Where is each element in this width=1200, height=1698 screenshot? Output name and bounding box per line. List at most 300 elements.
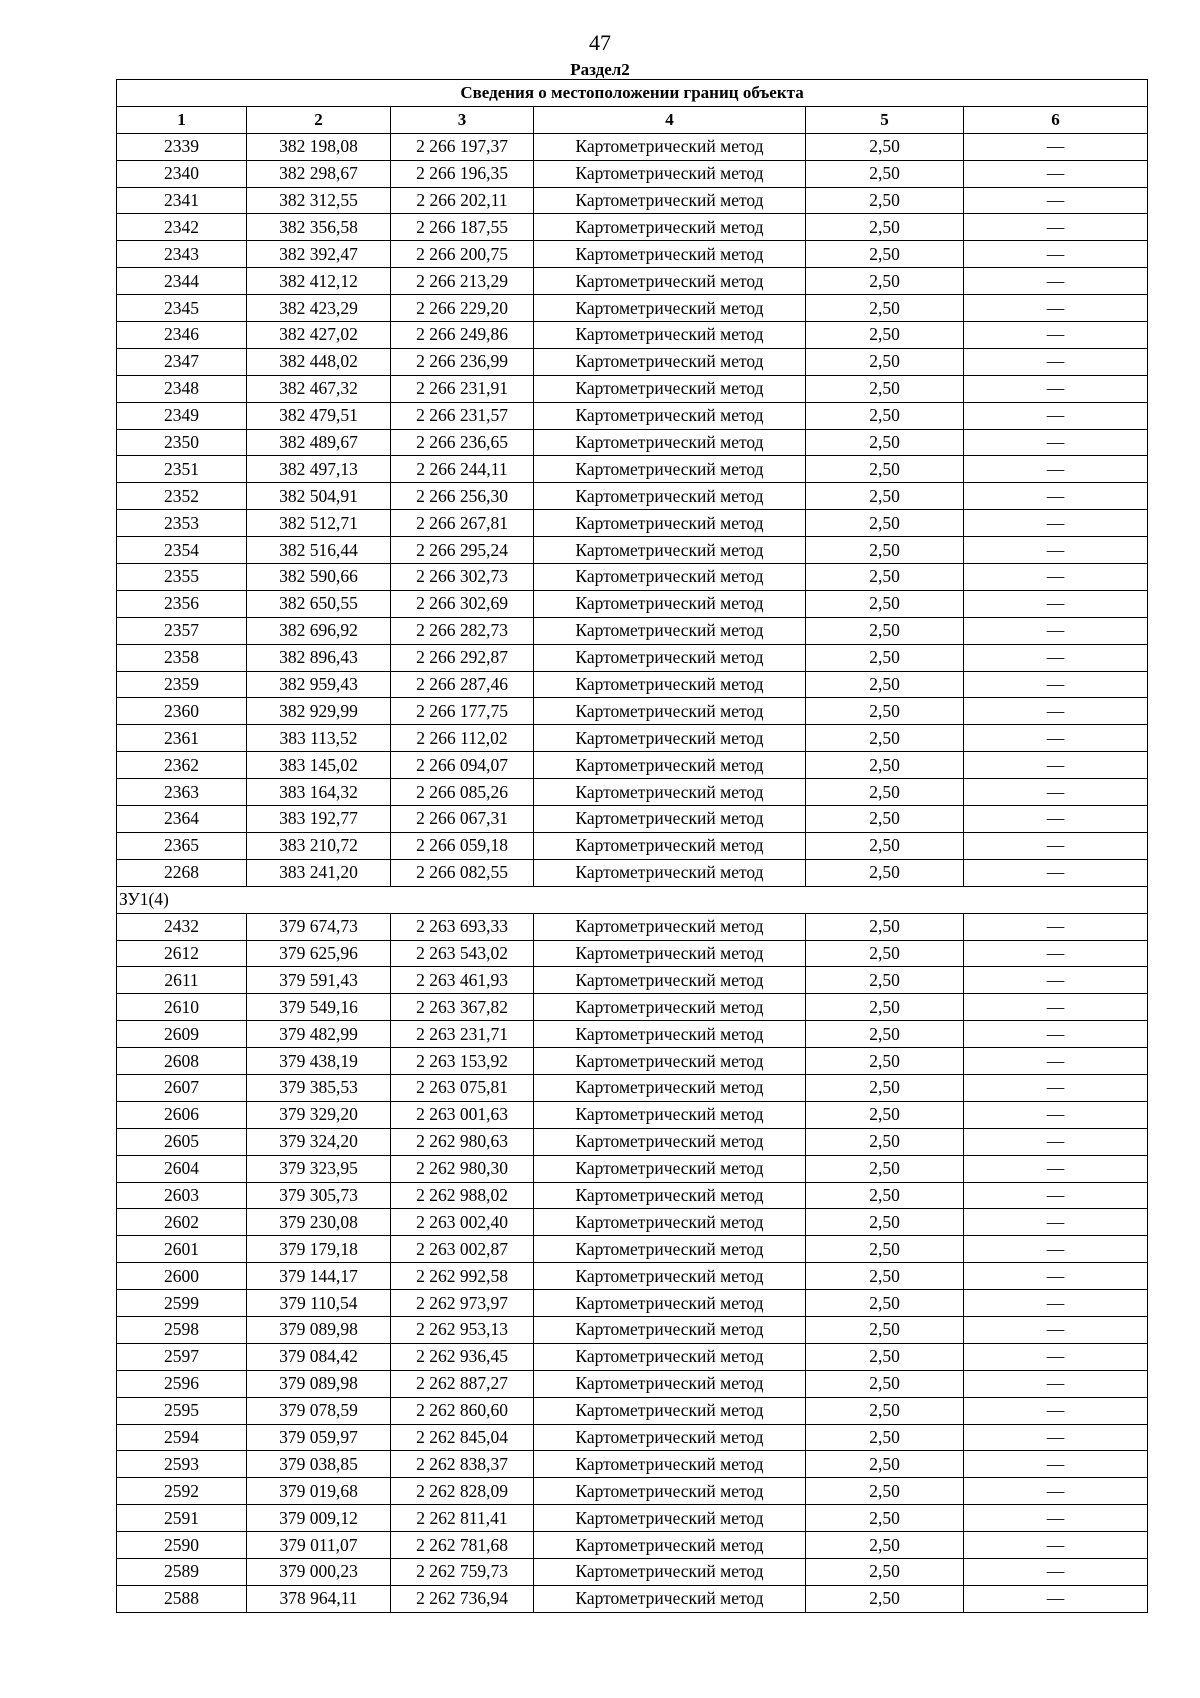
method-cell: Картометрический метод [534, 859, 806, 886]
point-number-cell: 2354 [117, 537, 247, 564]
y-coordinate-cell: 2 266 200,75 [391, 241, 534, 268]
description-cell: — [964, 1128, 1148, 1155]
accuracy-cell: 2,50 [806, 375, 964, 402]
y-coordinate-cell: 2 266 292,87 [391, 644, 534, 671]
method-cell: Картометрический метод [534, 1478, 806, 1505]
point-number-cell: 2592 [117, 1478, 247, 1505]
accuracy-cell: 2,50 [806, 725, 964, 752]
table-row [117, 564, 1148, 591]
column-header: 2 [247, 106, 391, 133]
y-coordinate-cell: 2 266 267,81 [391, 510, 534, 537]
method-cell: Картометрический метод [534, 1397, 806, 1424]
point-number-cell: 2345 [117, 295, 247, 322]
x-coordinate-cell: 379 324,20 [247, 1128, 391, 1155]
x-coordinate-cell: 379 011,07 [247, 1532, 391, 1559]
table-row [117, 1048, 1148, 1075]
accuracy-cell: 2,50 [806, 537, 964, 564]
point-number-cell: 2602 [117, 1209, 247, 1236]
accuracy-cell: 2,50 [806, 1397, 964, 1424]
x-coordinate-cell: 379 482,99 [247, 1021, 391, 1048]
method-cell: Картометрический метод [534, 1532, 806, 1559]
accuracy-cell: 2,50 [806, 779, 964, 806]
x-coordinate-cell: 382 696,92 [247, 617, 391, 644]
point-number-cell: 2611 [117, 967, 247, 994]
point-number-cell: 2610 [117, 994, 247, 1021]
method-cell: Картометрический метод [534, 295, 806, 322]
table-row [117, 241, 1148, 268]
point-number-cell: 2357 [117, 617, 247, 644]
x-coordinate-cell: 383 241,20 [247, 859, 391, 886]
point-number-cell: 2595 [117, 1397, 247, 1424]
x-coordinate-cell: 379 089,98 [247, 1370, 391, 1397]
x-coordinate-cell: 379 009,12 [247, 1505, 391, 1532]
point-number-cell: 2593 [117, 1451, 247, 1478]
description-cell: — [964, 1505, 1148, 1532]
accuracy-cell: 2,50 [806, 617, 964, 644]
method-cell: Картометрический метод [534, 940, 806, 967]
table-row [117, 187, 1148, 214]
table-row [117, 133, 1148, 160]
x-coordinate-cell: 379 625,96 [247, 940, 391, 967]
column-header: 3 [391, 106, 534, 133]
x-coordinate-cell: 382 504,91 [247, 483, 391, 510]
point-number-cell: 2362 [117, 752, 247, 779]
description-cell: — [964, 375, 1148, 402]
method-cell: Картометрический метод [534, 510, 806, 537]
point-number-cell: 2342 [117, 214, 247, 241]
section-title: Раздел2 [570, 60, 630, 79]
point-number-cell: 2365 [117, 832, 247, 859]
y-coordinate-cell: 2 266 282,73 [391, 617, 534, 644]
description-cell: — [964, 160, 1148, 187]
description-cell: — [964, 1263, 1148, 1290]
table-row [117, 590, 1148, 617]
table-row [117, 1209, 1148, 1236]
accuracy-cell: 2,50 [806, 564, 964, 591]
x-coordinate-cell: 382 423,29 [247, 295, 391, 322]
y-coordinate-cell: 2 262 759,73 [391, 1558, 534, 1585]
y-coordinate-cell: 2 266 059,18 [391, 832, 534, 859]
description-cell: — [964, 1397, 1148, 1424]
description-cell: — [964, 1182, 1148, 1209]
method-cell: Картометрический метод [534, 241, 806, 268]
y-coordinate-cell: 2 266 244,11 [391, 456, 534, 483]
method-cell: Картометрический метод [534, 1316, 806, 1343]
table-body [117, 133, 1148, 1612]
table-row [117, 1182, 1148, 1209]
description-cell: — [964, 644, 1148, 671]
method-cell: Картометрический метод [534, 725, 806, 752]
accuracy-cell: 2,50 [806, 1451, 964, 1478]
x-coordinate-cell: 383 145,02 [247, 752, 391, 779]
description-cell: — [964, 214, 1148, 241]
description-cell: — [964, 725, 1148, 752]
table-row [117, 537, 1148, 564]
y-coordinate-cell: 2 263 001,63 [391, 1101, 534, 1128]
table-row [117, 1316, 1148, 1343]
method-cell: Картометрический метод [534, 967, 806, 994]
accuracy-cell: 2,50 [806, 859, 964, 886]
x-coordinate-cell: 382 516,44 [247, 537, 391, 564]
method-cell: Картометрический метод [534, 617, 806, 644]
point-number-cell: 2355 [117, 564, 247, 591]
y-coordinate-cell: 2 262 953,13 [391, 1316, 534, 1343]
y-coordinate-cell: 2 263 543,02 [391, 940, 534, 967]
method-cell: Картометрический метод [534, 1182, 806, 1209]
accuracy-cell: 2,50 [806, 1316, 964, 1343]
method-cell: Картометрический метод [534, 1263, 806, 1290]
y-coordinate-cell: 2 262 980,30 [391, 1155, 534, 1182]
point-number-cell: 2361 [117, 725, 247, 752]
description-cell: — [964, 617, 1148, 644]
method-cell: Картометрический метод [534, 1074, 806, 1101]
method-cell: Картометрический метод [534, 160, 806, 187]
y-coordinate-cell: 2 266 094,07 [391, 752, 534, 779]
y-coordinate-cell: 2 263 231,71 [391, 1021, 534, 1048]
x-coordinate-cell: 379 591,43 [247, 967, 391, 994]
method-cell: Картометрический метод [534, 806, 806, 833]
method-cell: Картометрический метод [534, 1155, 806, 1182]
method-cell: Картометрический метод [534, 913, 806, 940]
accuracy-cell: 2,50 [806, 214, 964, 241]
point-number-cell: 2597 [117, 1343, 247, 1370]
y-coordinate-cell: 2 266 177,75 [391, 698, 534, 725]
table-row [117, 779, 1148, 806]
method-cell: Картометрический метод [534, 1424, 806, 1451]
y-coordinate-cell: 2 262 845,04 [391, 1424, 534, 1451]
description-cell: — [964, 187, 1148, 214]
description-cell: — [964, 1290, 1148, 1317]
table-row [117, 483, 1148, 510]
description-cell: — [964, 295, 1148, 322]
table-row [117, 967, 1148, 994]
x-coordinate-cell: 379 323,95 [247, 1155, 391, 1182]
description-cell: — [964, 456, 1148, 483]
method-cell: Картометрический метод [534, 779, 806, 806]
point-number-cell: 2348 [117, 375, 247, 402]
accuracy-cell: 2,50 [806, 1236, 964, 1263]
method-cell: Картометрический метод [534, 1370, 806, 1397]
method-cell: Картометрический метод [534, 1209, 806, 1236]
x-coordinate-cell: 379 144,17 [247, 1263, 391, 1290]
accuracy-cell: 2,50 [806, 1263, 964, 1290]
table-row [117, 698, 1148, 725]
table-row [117, 671, 1148, 698]
y-coordinate-cell: 2 266 231,57 [391, 402, 534, 429]
description-cell: — [964, 994, 1148, 1021]
method-cell: Картометрический метод [534, 1128, 806, 1155]
x-coordinate-cell: 382 497,13 [247, 456, 391, 483]
accuracy-cell: 2,50 [806, 429, 964, 456]
method-cell: Картометрический метод [534, 1585, 806, 1612]
x-coordinate-cell: 382 467,32 [247, 375, 391, 402]
accuracy-cell: 2,50 [806, 187, 964, 214]
y-coordinate-cell: 2 266 082,55 [391, 859, 534, 886]
accuracy-cell: 2,50 [806, 348, 964, 375]
description-cell: — [964, 429, 1148, 456]
table-row [117, 940, 1148, 967]
point-number-cell: 2600 [117, 1263, 247, 1290]
table-row [117, 214, 1148, 241]
point-number-cell: 2364 [117, 806, 247, 833]
x-coordinate-cell: 379 038,85 [247, 1451, 391, 1478]
accuracy-cell: 2,50 [806, 1290, 964, 1317]
table-row [117, 1451, 1148, 1478]
description-cell: — [964, 832, 1148, 859]
description-cell: — [964, 1048, 1148, 1075]
point-number-cell: 2590 [117, 1532, 247, 1559]
accuracy-cell: 2,50 [806, 671, 964, 698]
method-cell: Картометрический метод [534, 133, 806, 160]
description-cell: — [964, 940, 1148, 967]
point-number-cell: 2353 [117, 510, 247, 537]
description-cell: — [964, 1370, 1148, 1397]
table-row [117, 1478, 1148, 1505]
accuracy-cell: 2,50 [806, 268, 964, 295]
accuracy-cell: 2,50 [806, 590, 964, 617]
x-coordinate-cell: 379 329,20 [247, 1101, 391, 1128]
page-number: 47 [589, 30, 611, 55]
x-coordinate-cell: 379 230,08 [247, 1209, 391, 1236]
accuracy-cell: 2,50 [806, 1128, 964, 1155]
method-cell: Картометрический метод [534, 322, 806, 349]
table-title-row [117, 80, 1148, 107]
y-coordinate-cell: 2 263 002,87 [391, 1236, 534, 1263]
y-coordinate-cell: 2 266 112,02 [391, 725, 534, 752]
method-cell: Картометрический метод [534, 1048, 806, 1075]
description-cell: — [964, 1074, 1148, 1101]
y-coordinate-cell: 2 266 213,29 [391, 268, 534, 295]
y-coordinate-cell: 2 266 236,65 [391, 429, 534, 456]
accuracy-cell: 2,50 [806, 402, 964, 429]
description-cell: — [964, 967, 1148, 994]
x-coordinate-cell: 383 210,72 [247, 832, 391, 859]
point-number-cell: 2601 [117, 1236, 247, 1263]
table-row [117, 402, 1148, 429]
method-cell: Картометрический метод [534, 456, 806, 483]
method-cell: Картометрический метод [534, 671, 806, 698]
description-cell: — [964, 1558, 1148, 1585]
method-cell: Картометрический метод [534, 1101, 806, 1128]
table-row [117, 806, 1148, 833]
accuracy-cell: 2,50 [806, 1021, 964, 1048]
table-row [117, 1155, 1148, 1182]
table-row [117, 1532, 1148, 1559]
x-coordinate-cell: 383 192,77 [247, 806, 391, 833]
point-number-cell: 2589 [117, 1558, 247, 1585]
group-label-row [117, 886, 1148, 913]
x-coordinate-cell: 379 084,42 [247, 1343, 391, 1370]
table-row [117, 429, 1148, 456]
point-number-cell: 2352 [117, 483, 247, 510]
table-row [117, 1290, 1148, 1317]
x-coordinate-cell: 382 896,43 [247, 644, 391, 671]
column-header-row [117, 106, 1148, 133]
table-row [117, 268, 1148, 295]
table-row [117, 1021, 1148, 1048]
y-coordinate-cell: 2 262 980,63 [391, 1128, 534, 1155]
description-cell: — [964, 1155, 1148, 1182]
x-coordinate-cell: 382 448,02 [247, 348, 391, 375]
method-cell: Картометрический метод [534, 644, 806, 671]
point-number-cell: 2343 [117, 241, 247, 268]
point-number-cell: 2268 [117, 859, 247, 886]
x-coordinate-cell: 382 298,67 [247, 160, 391, 187]
y-coordinate-cell: 2 263 461,93 [391, 967, 534, 994]
x-coordinate-cell: 382 929,99 [247, 698, 391, 725]
point-number-cell: 2349 [117, 402, 247, 429]
accuracy-cell: 2,50 [806, 160, 964, 187]
y-coordinate-cell: 2 266 202,11 [391, 187, 534, 214]
y-coordinate-cell: 2 266 231,91 [391, 375, 534, 402]
point-number-cell: 2594 [117, 1424, 247, 1451]
group-label: ЗУ1(4) [117, 886, 1148, 913]
column-header: 1 [117, 106, 247, 133]
point-number-cell: 2344 [117, 268, 247, 295]
point-number-cell: 2350 [117, 429, 247, 456]
accuracy-cell: 2,50 [806, 1074, 964, 1101]
x-coordinate-cell: 379 110,54 [247, 1290, 391, 1317]
description-cell: — [964, 1101, 1148, 1128]
table-row [117, 348, 1148, 375]
accuracy-cell: 2,50 [806, 698, 964, 725]
y-coordinate-cell: 2 266 187,55 [391, 214, 534, 241]
description-cell: — [964, 537, 1148, 564]
x-coordinate-cell: 379 385,53 [247, 1074, 391, 1101]
accuracy-cell: 2,50 [806, 967, 964, 994]
x-coordinate-cell: 382 198,08 [247, 133, 391, 160]
y-coordinate-cell: 2 266 256,30 [391, 483, 534, 510]
description-cell: — [964, 322, 1148, 349]
method-cell: Картометрический метод [534, 1343, 806, 1370]
accuracy-cell: 2,50 [806, 1370, 964, 1397]
method-cell: Картометрический метод [534, 429, 806, 456]
table-row [117, 295, 1148, 322]
accuracy-cell: 2,50 [806, 133, 964, 160]
y-coordinate-cell: 2 262 811,41 [391, 1505, 534, 1532]
x-coordinate-cell: 382 959,43 [247, 671, 391, 698]
x-coordinate-cell: 382 489,67 [247, 429, 391, 456]
description-cell: — [964, 590, 1148, 617]
y-coordinate-cell: 2 266 287,46 [391, 671, 534, 698]
table-row [117, 1370, 1148, 1397]
table-row [117, 322, 1148, 349]
x-coordinate-cell: 382 479,51 [247, 402, 391, 429]
point-number-cell: 2588 [117, 1585, 247, 1612]
description-cell: — [964, 402, 1148, 429]
accuracy-cell: 2,50 [806, 644, 964, 671]
y-coordinate-cell: 2 266 249,86 [391, 322, 534, 349]
point-number-cell: 2341 [117, 187, 247, 214]
x-coordinate-cell: 383 164,32 [247, 779, 391, 806]
point-number-cell: 2340 [117, 160, 247, 187]
column-header: 5 [806, 106, 964, 133]
method-cell: Картометрический метод [534, 752, 806, 779]
y-coordinate-cell: 2 266 196,35 [391, 160, 534, 187]
method-cell: Картометрический метод [534, 348, 806, 375]
table-row [117, 1585, 1148, 1612]
description-cell: — [964, 1478, 1148, 1505]
x-coordinate-cell: 382 650,55 [247, 590, 391, 617]
y-coordinate-cell: 2 263 367,82 [391, 994, 534, 1021]
method-cell: Картометрический метод [534, 214, 806, 241]
point-number-cell: 2351 [117, 456, 247, 483]
column-header: 4 [534, 106, 806, 133]
description-cell: — [964, 1209, 1148, 1236]
accuracy-cell: 2,50 [806, 806, 964, 833]
point-number-cell: 2605 [117, 1128, 247, 1155]
method-cell: Картометрический метод [534, 832, 806, 859]
method-cell: Картометрический метод [534, 537, 806, 564]
table-row [117, 1074, 1148, 1101]
x-coordinate-cell: 379 674,73 [247, 913, 391, 940]
x-coordinate-cell: 382 412,12 [247, 268, 391, 295]
column-header: 6 [964, 106, 1148, 133]
description-cell: — [964, 1585, 1148, 1612]
accuracy-cell: 2,50 [806, 1182, 964, 1209]
description-cell: — [964, 510, 1148, 537]
accuracy-cell: 2,50 [806, 752, 964, 779]
point-number-cell: 2598 [117, 1316, 247, 1343]
y-coordinate-cell: 2 263 075,81 [391, 1074, 534, 1101]
description-cell: — [964, 241, 1148, 268]
y-coordinate-cell: 2 266 295,24 [391, 537, 534, 564]
table-row [117, 913, 1148, 940]
table-row [117, 1236, 1148, 1263]
y-coordinate-cell: 2 262 781,68 [391, 1532, 534, 1559]
accuracy-cell: 2,50 [806, 1505, 964, 1532]
x-coordinate-cell: 379 305,73 [247, 1182, 391, 1209]
y-coordinate-cell: 2 266 067,31 [391, 806, 534, 833]
table-row [117, 752, 1148, 779]
point-number-cell: 2612 [117, 940, 247, 967]
table-row [117, 510, 1148, 537]
table-row [117, 832, 1148, 859]
point-number-cell: 2339 [117, 133, 247, 160]
x-coordinate-cell: 379 089,98 [247, 1316, 391, 1343]
description-cell: — [964, 348, 1148, 375]
x-coordinate-cell: 378 964,11 [247, 1585, 391, 1612]
accuracy-cell: 2,50 [806, 1209, 964, 1236]
table-row [117, 1397, 1148, 1424]
table-row [117, 1101, 1148, 1128]
y-coordinate-cell: 2 262 988,02 [391, 1182, 534, 1209]
method-cell: Картометрический метод [534, 1236, 806, 1263]
x-coordinate-cell: 379 078,59 [247, 1397, 391, 1424]
accuracy-cell: 2,50 [806, 483, 964, 510]
point-number-cell: 2591 [117, 1505, 247, 1532]
y-coordinate-cell: 2 262 887,27 [391, 1370, 534, 1397]
point-number-cell: 2346 [117, 322, 247, 349]
method-cell: Картометрический метод [534, 483, 806, 510]
y-coordinate-cell: 2 262 838,37 [391, 1451, 534, 1478]
description-cell: — [964, 671, 1148, 698]
x-coordinate-cell: 382 392,47 [247, 241, 391, 268]
x-coordinate-cell: 382 590,66 [247, 564, 391, 591]
method-cell: Картометрический метод [534, 402, 806, 429]
point-number-cell: 2356 [117, 590, 247, 617]
y-coordinate-cell: 2 262 973,97 [391, 1290, 534, 1317]
point-number-cell: 2609 [117, 1021, 247, 1048]
y-coordinate-cell: 2 266 236,99 [391, 348, 534, 375]
description-cell: — [964, 779, 1148, 806]
method-cell: Картометрический метод [534, 564, 806, 591]
x-coordinate-cell: 379 000,23 [247, 1558, 391, 1585]
point-number-cell: 2358 [117, 644, 247, 671]
accuracy-cell: 2,50 [806, 940, 964, 967]
point-number-cell: 2599 [117, 1290, 247, 1317]
table-row [117, 859, 1148, 886]
